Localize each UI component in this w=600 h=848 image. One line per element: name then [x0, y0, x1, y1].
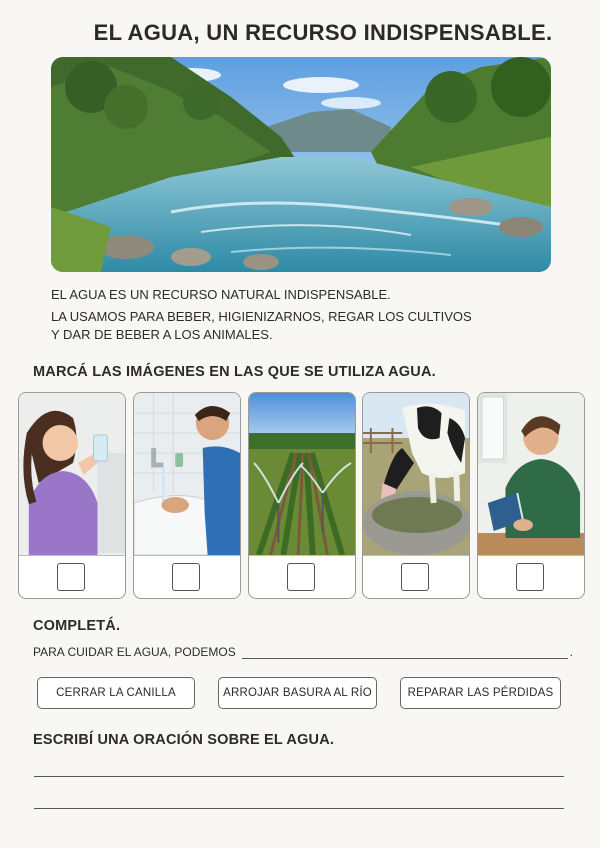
intro-line-3: Y DAR DE BEBER A LOS ANIMALES.: [51, 327, 273, 342]
intro-line-2: LA USAMOS PARA BEBER, HIGIENIZARNOS, REGAR LOS CULTIVOS: [51, 309, 472, 324]
writing-line-2[interactable]: [34, 808, 564, 809]
intro-text: [51, 286, 521, 348]
option-cerrar-la-canilla[interactable]: CERRAR LA CANILLA: [37, 677, 195, 709]
intro-line-1: EL AGUA ES UN RECURSO NATURAL INDISPENSABLE.: [51, 287, 391, 302]
card-girl-drinking-water: [18, 392, 126, 599]
card-divider: [478, 555, 584, 556]
fill-in-prompt: PARA CUIDAR EL AGUA, PODEMOS: [33, 645, 236, 659]
fill-in-sentence: [33, 645, 573, 659]
card-irrigated-field: [248, 392, 356, 599]
river-landscape-image: [51, 57, 551, 272]
checkbox-cow-drinking[interactable]: [401, 563, 429, 591]
checkbox-girl-drinking-water[interactable]: [57, 563, 85, 591]
card-boy-reading: [477, 392, 585, 599]
activity-3-title: ESCRIBÍ UNA ORACIÓN SOBRE EL AGUA.: [33, 732, 335, 748]
option-reparar-perdidas[interactable]: REPARAR LAS PÉRDIDAS: [400, 677, 561, 709]
checkbox-boy-washing-hands[interactable]: [172, 563, 200, 591]
checkbox-boy-reading[interactable]: [516, 563, 544, 591]
fill-in-period: .: [569, 645, 573, 659]
page-title: EL AGUA, UN RECURSO INDISPENSABLE.: [93, 20, 553, 45]
activity-2-title: COMPLETÁ.: [33, 618, 121, 634]
boy-reading-image: [478, 393, 584, 555]
activity-1-title: MARCÁ LAS IMÁGENES EN LAS QUE SE UTILIZA AGUA.: [33, 364, 436, 380]
card-divider: [249, 555, 355, 556]
cow-drinking-image: [363, 393, 469, 555]
girl-drinking-image: [19, 393, 125, 555]
option-arrojar-basura[interactable]: ARROJAR BASURA AL RÍO: [218, 677, 377, 709]
card-divider: [363, 555, 469, 556]
writing-line-1[interactable]: [34, 776, 564, 777]
image-cards: [18, 392, 584, 600]
checkbox-irrigated-field[interactable]: [287, 563, 315, 591]
card-cow-drinking: [362, 392, 470, 599]
card-boy-washing-hands: [133, 392, 241, 599]
card-divider: [134, 555, 240, 556]
irrigated-field-image: [249, 393, 355, 555]
fill-in-blank[interactable]: [242, 647, 568, 659]
boy-washing-hands-image: [134, 393, 240, 555]
card-divider: [19, 555, 125, 556]
